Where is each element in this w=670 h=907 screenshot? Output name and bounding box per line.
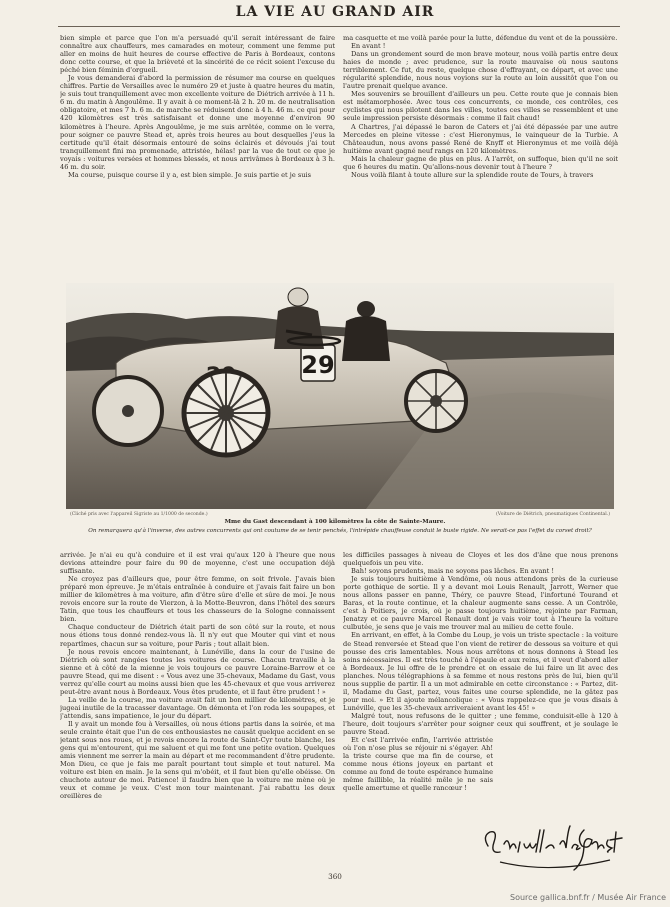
wheel-front [184,371,268,455]
magazine-title: LA VIE AU GRAND AIR [235,4,435,20]
paragraph: Mes souvenirs se brouillent d'ailleurs un peu. Cette route que je connais bien est métamorphosée. Avec tous ces concurrents, ce monde, ces contrôles, ces cyclistes qui nous pilotent dans les villes, toutes ces villes se ressemblent et une seule impression persiste désormais : comme il fait chaud! [343,90,618,123]
paragraph: Mais la chaleur gagne de plus en plus. A l'arrêt, on suffoque, bien qu'il ne soit que 6 heures du matin. Qu'allons-nous devenir tout à l'heure ? [343,154,618,171]
photo-caption-description: On remarquera qu'à l'inverse, des autres concurrents qui ont coutume de se tenir penchés, l'intrépide chauffeuse conduit le buste rigide. Ne serait-ce pas l'effet du corset droit? [88,528,592,534]
paragraph: La veille de la course, ma voiture avait fait un bon millier de kilomètres, et je jugeai inutile de la tracasser davantage. On démonta et l'on roda les soupapes, et j'attendis, sans impatience, le jour du départ. [60,695,335,720]
paragraph: Je vous demanderai d'abord la permission de résumer ma course en quelques chiffres. Partie de Versailles avec le numéro 29 et juste à quatre heures du matin, je suis tout tranquillement avec mon excellente voiture de Diétrich arrivée à 11 h. 6 m. du matin à Angoulême. Il y avait à ce moment-là 2 h. 20 m. de neutralisation obligatoire, et mes 7 h. 6 m. de marche se réduisent donc à 4 h. 46 m. ce qui pour 420 kilomètres est très satisfaisant et donne une moyenne d'environ 90 kilomètres à l'heure. Après Angoulême, je me suis arrêtée, comme on le verra, pour soigner ce pauvre Stead et, après trois heures au bout desquelles j'eus la certitude qu'il était désormais entouré de soins éclairés et dévoués j'ai tout tranquillement fini ma promenade, attristée, hélas! par la vue de tout ce que je voyais : voitures versées et hommes blessés, et nous arrivâmes à Bordeaux à 3 h. 46 m. du soir. [60,74,335,171]
paragraph: En avant ! [351,42,386,51]
text-column-top-right [343,34,618,284]
photo-caption-title: Mme du Gast descendant à 100 kilomètres la côte de Sainte-Maure. [224,519,446,525]
page-header [0,0,670,30]
paragraph: bien simple et parce que l'on m'a persuadé qu'il serait intéressant de faire connaître aux chauffeurs, mes camarades en moteur, comment une femme put aller en moins de huit heures de course effective de Paris à Bordeaux, contons donc cette course, et que la brièveté et la sincérité de ce récit soient l'excuse du péché bien féminin d'orgueil. [60,34,335,75]
header-rule [58,26,620,27]
paragraph: Ne croyez pas d'ailleurs que, pour être femme, on soit frivole. J'avais bien préparé mon épreuve. Je m'étais entraînée à conduire et j'avais fait faire un bon millier de kilomètres à ma voiture, afin d'être sûre d'elle et sûre de moi. Je nous revois encore sur la route de Vierzon, à la Motte-Beuvron, dans l'hôtel des sœurs Tatin, que tous les chauffeurs et tous les chasseurs de la Sologne connaissent bien. [60,575,335,624]
paragraph: les difficiles passages à niveau de Cloyes et les dos d'âne que nous prenons quelquefois un peu vite. [343,551,618,568]
paragraph: A Chartres, j'ai dépassé le baron de Caters et j'ai été dépassée par une autre Mercedes en pleine vitesse : c'est Hieronymus, le vainqueur de la Turbie. A Châteaudun, nous avons passé René de Knyff et Hieronymus et me voilà déjà huitième avant gagné neuf rangs en 120 kilomètres. [343,122,618,155]
photo-credit-left: (Cliché pris avec l'appareil Sigriste au 1/1000 de seconde.) [70,512,208,517]
wheel-rear [406,371,466,431]
paragraph: arrivée. Je n'ai eu qu'à conduire et il est vrai qu'aux 120 à l'heure que nous devions atteindre pour faire du 90 de moyenne, c'est une occupation déjà suffisante. [60,551,335,576]
text-column-top-left [60,34,335,284]
text-column-bottom-left [60,551,335,896]
paragraph: En arrivant, en effet, à la Combe du Loup, je vois un triste spectacle : la voiture de Stead renversée et Stead que l'on vient de retirer de dessous sa voiture et qui pousse des cris lamentables. Nous nous arrêtons et nous donnons à Stead les soins nécessaires. Il est très touché à l'épaule et aux reins, et il veut d'abord aller à Bordeaux. Je lui offre de le prendre et on essaie de lui faire un lit avec des planches. Nous télégraphions à sa femme et nous restons près de lui, bien qu'il nous supplie de partir. Il a un mot admirable en cette circonstance : « Partez, dit-il, Madame du Gast, partez, vous faites une course splendide, ne la gâtez pas pour moi. » Et il ajoute mélancolique : « Vous rappelez-ce que je vous disais à Lunéville, que les 35-chevaux arriveraient avant les 45! » [343,631,618,712]
paragraph: Je suis toujours huitième à Vendôme, où nous attendons près de la curieuse porte gothique de sortie. Il y a devant moi Louis Renault, Jarrott, Werner que nous allons passer en panne, Théry, ce pauvre Stead, l'infortuné Tourand et Baras, et la route continue, et la chaleur augmente sans cesse. A un Contrôle, c'est à Poitiers, je crois, où je passe toujours huitième, rejointe par Farman, Jenatzy et ce pauvre Marcel Renault dont je vais voir tout à l'heure la voiture culbutée, je sens que je vais me trouver mal au milieu de cette foule. [343,575,618,632]
paragraph: Nous voilà filant à toute allure sur la splendide route de Tours, à travers [351,170,594,179]
paragraph: Dans un grondement sourd de mon brave moteur, nous voilà partis entre deux haies de monde ; avec prudence, sur la route mauvaise où nous sautons terriblement. Ce fut, du reste, quelque chose d'effrayant, ce départ, et avec une régularité splendide, nous nous voyions sur la route au loin aussitôt que l'on ou l'autre prenait quelque avance. [343,50,618,91]
paragraph: Bah! soyons prudents, mais ne soyons pas lâches. En avant ! [351,567,555,576]
paragraph: Il y avait un monde fou à Versailles, où nous étions partis dans la soirée, et ma seule crainte était que l'un de ces enthousiastes ne causât quelque accident en se jetant sous nos roues, et je revois encore la route de Saint-Cyr toute blanche, les gens qui m'entourent, qui me saluent et qui me font une petite ovation. Quelques amis viennent me serrer la main au départ et me recommandent d'être prudente. Mon Dieu, ce que je fais me paraît pourtant tout simple et tout naturel. Ma voiture est bien en main. Je la sens qui m'obéit, et il faut bien qu'elle obéisse. On chuchote autour de moi. Patience! il faudra bien que la voiture me mène où je veux et comme je veux. C'est mon tour maintenant. J'ai rabattu les deux oreillères de [60,719,335,801]
wheel-left [94,377,162,445]
paragraph: ma casquette et me voilà parée pour la lutte, défendue du vent et de la poussière. [343,34,618,42]
paragraph: Ma course, puisque course il y a, est bien simple. Je suis partie et je suis [68,170,311,179]
photo-credit-right: (Voiture de Diétrich, pneumatiques Continental.) [496,512,610,517]
race-car-photo [66,283,614,509]
handwritten-signature [480,822,630,878]
paragraph: Et c'est l'arrivée enfin, l'arrivée attristée où l'on n'ose plus se réjouir ni s'égayer. Ah! la triste course que ma fin de course, et comme nous étions joyeux en partant et comme au fond de toute espérance humaine même faillible, la réalité mêle je ne sais quelle amertume et quelle rancœur ! [343,736,493,793]
paragraph: Chaque conducteur de Diétrich était parti de son côté sur la route, et nous nous étions tous donné rendez-vous là. Il n'y eut que Mouter qui vint et nous repartîmes, chacun sur sa voiture, pour Paris ; tout allait bien. [60,623,335,648]
car-number: 29 [301,351,335,379]
page-number: 360 [328,872,342,881]
source-credit: Source gallica.bnf.fr / Musée Air France [510,893,666,902]
paragraph: Je nous revois encore maintenant, à Lunéville, dans la cour de l'usine de Diétrich où sont rangées toutes les voitures de course. Chacun travaille à la sienne et à côté de la mienne je vois toujours ce pauvre Loraine-Barrow et ce pauvre Stead, qui me disent : « Vous avez une 35-chevaux, Madame du Gast, vous verrez qu'elle court au moins aussi bien que les 45-chevaux et que vous arriverez peut-être avant nous à Bordeaux. Vous êtes prudente, et il faut être prudent ! » [60,647,335,696]
paragraph: Malgré tout, nous refusons de le quitter ; une femme, conduisit-elle à 120 à l'heure, doit toujours s'arrêter pour soigner ceux qui souffrent, et je soulage le pauvre Stead. [343,711,618,737]
